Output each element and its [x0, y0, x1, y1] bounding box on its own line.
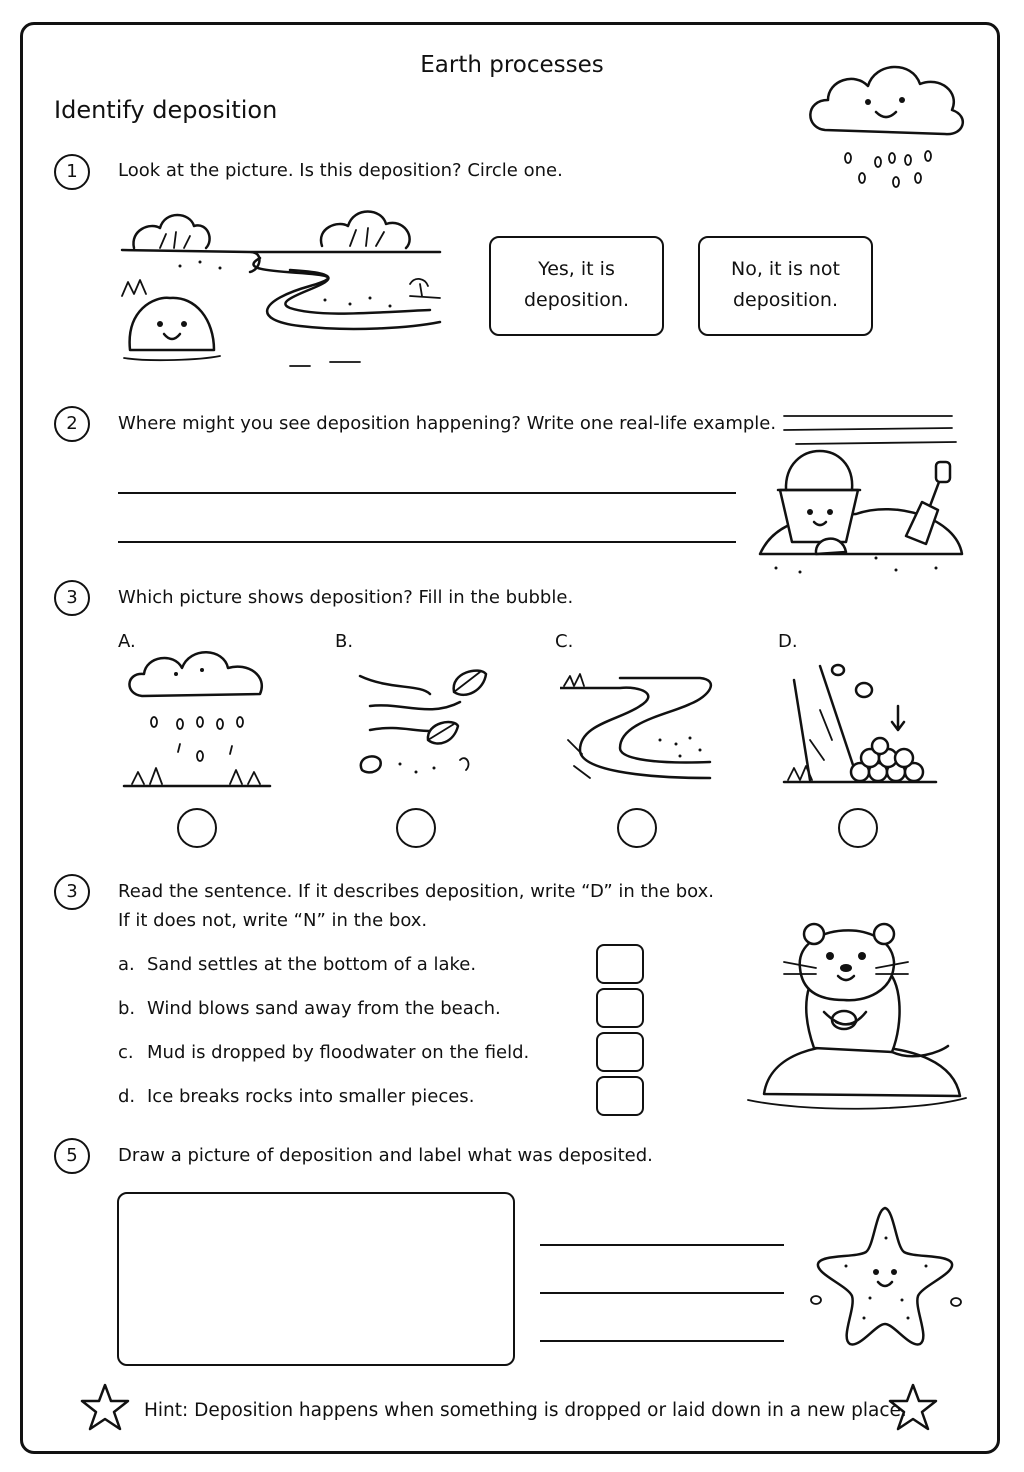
answer-no-line1: No, it is not — [730, 258, 841, 280]
answer-box-c[interactable] — [596, 1032, 644, 1072]
option-c-bubble[interactable] — [617, 808, 657, 848]
star-icon-right — [886, 1381, 940, 1435]
item-d-text: Ice breaks rocks into smaller pieces. — [147, 1086, 475, 1107]
otter-on-rock-illustration — [744, 912, 970, 1118]
question-3a-prompt: Which picture shows deposition? Fill in the bubble. — [118, 587, 574, 608]
question-2-prompt: Where might you see deposition happening? Write one real-life example. — [118, 413, 777, 434]
question-3b-prompt-line1: Read the sentence. If it describes deposition, write “D” in the box. — [118, 881, 715, 902]
question-3b-prompt-line2: If it does not, write “N” in the box. — [118, 910, 428, 931]
answer-yes-line1: Yes, it is — [538, 258, 615, 280]
question-number-3a: 3 — [54, 580, 90, 616]
option-c-label: C. — [555, 631, 574, 652]
item-a-text: Sand settles at the bottom of a lake. — [147, 954, 477, 975]
drawing-area[interactable] — [117, 1192, 515, 1366]
label-line-3[interactable] — [540, 1340, 784, 1342]
item-b-text: Wind blows sand away from the beach. — [147, 998, 501, 1019]
question-number-1: 1 — [54, 154, 90, 190]
page-subtitle: Identify deposition — [54, 96, 278, 124]
question-number-5: 5 — [54, 1138, 90, 1174]
page-title: Earth processes — [420, 52, 604, 78]
rain-cloud-icon — [800, 50, 975, 200]
question-number-3b: 3 — [54, 874, 90, 910]
item-c-text: Mud is dropped by floodwater on the field. — [147, 1042, 530, 1063]
label-line-2[interactable] — [540, 1292, 784, 1294]
label-line-1[interactable] — [540, 1244, 784, 1246]
item-b-letter: b. — [118, 998, 136, 1019]
starfish-icon — [800, 1200, 970, 1360]
option-d-bubble[interactable] — [838, 808, 878, 848]
question-5-prompt: Draw a picture of deposition and label what was deposited. — [118, 1145, 653, 1166]
answer-yes-line2: deposition. — [523, 289, 630, 311]
star-icon-left — [78, 1381, 132, 1435]
item-d-letter: d. — [118, 1086, 136, 1107]
wind-leaves-option-icon — [350, 660, 500, 790]
question-1-prompt: Look at the picture. Is this deposition? Circle one. — [118, 160, 563, 181]
river-option-icon — [560, 670, 720, 790]
item-a-letter: a. — [118, 954, 135, 975]
option-a-bubble[interactable] — [177, 808, 217, 848]
answer-yes-box[interactable] — [489, 236, 664, 336]
beach-bucket-illustration — [756, 408, 966, 588]
option-a-label: A. — [118, 631, 136, 652]
answer-box-d[interactable] — [596, 1076, 644, 1116]
river-landscape-illustration — [110, 200, 450, 380]
answer-no-line2: deposition. — [732, 289, 839, 311]
option-d-label: D. — [778, 631, 798, 652]
option-b-bubble[interactable] — [396, 808, 436, 848]
option-b-label: B. — [335, 631, 354, 652]
hint-text: Hint: Deposition happens when something is dropped or laid down in a new place. — [144, 1400, 907, 1421]
item-c-letter: c. — [118, 1042, 134, 1063]
rockfall-option-icon — [780, 650, 940, 790]
answer-no-box[interactable] — [698, 236, 873, 336]
answer-line-1[interactable] — [118, 492, 736, 494]
answer-box-b[interactable] — [596, 988, 644, 1028]
question-number-2: 2 — [54, 406, 90, 442]
answer-box-a[interactable] — [596, 944, 644, 984]
rain-cloud-option-icon — [120, 640, 280, 790]
answer-line-2[interactable] — [118, 541, 736, 543]
